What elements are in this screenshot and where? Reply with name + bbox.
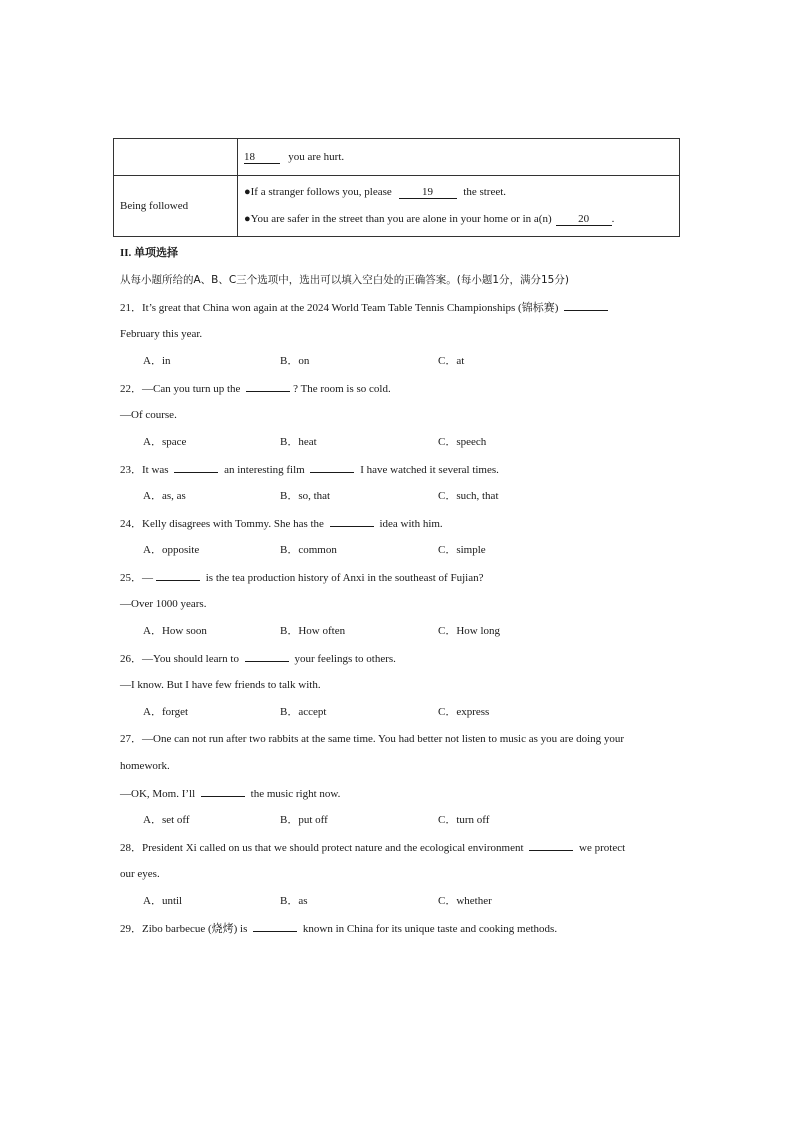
blank-20: 20 [556, 213, 612, 226]
answer-blank[interactable] [330, 516, 374, 527]
question-text: —OK, Mom. I’ll [120, 788, 198, 800]
question-text: we protect [576, 842, 626, 854]
option-b[interactable]: B．on [280, 355, 310, 367]
question-line [120, 651, 396, 666]
table-text: . [611, 213, 615, 225]
question-text: your feelings to others. [291, 653, 396, 665]
question-line [120, 786, 340, 801]
option-a[interactable]: A．in [143, 355, 171, 367]
question-text: —I know. But I have few friends to talk with. [120, 679, 321, 691]
question-text: 23．It was [120, 464, 172, 476]
option-b[interactable]: B．common [280, 544, 337, 556]
option-a[interactable]: A．forget [143, 706, 189, 718]
option-a[interactable]: A．space [143, 436, 187, 448]
option-c[interactable]: C．express [438, 706, 490, 718]
option-a[interactable]: A．as, as [143, 490, 186, 502]
question-text: —Over 1000 years. [120, 598, 207, 610]
blank-19: 19 [399, 186, 457, 199]
question-text: the music right now. [247, 788, 341, 800]
table-text: the street. [463, 186, 507, 198]
question-line [120, 327, 202, 341]
option-c[interactable]: C．How long [438, 625, 501, 637]
question-text: 28．President Xi called on us that we should protect nature and the ecological environment [120, 842, 527, 854]
answer-blank[interactable] [246, 381, 290, 392]
question-line [120, 921, 557, 936]
question-text: 21．It’s great that China won again at the 2024 World Team Table Tennis Championships (锦标赛) [120, 302, 562, 314]
table-row [114, 139, 680, 176]
answer-blank[interactable] [156, 570, 200, 581]
question-text: our eyes. [120, 868, 160, 880]
question-text: I have watched it several times. [357, 464, 499, 476]
question-line [120, 732, 624, 746]
question-line [120, 408, 177, 422]
table-cell-label: Being followed [114, 176, 238, 237]
option-b[interactable]: B．so, that [280, 490, 331, 502]
option-c[interactable]: C．whether [438, 895, 492, 907]
answer-blank[interactable] [310, 462, 354, 473]
question-text: 29．Zibo barbecue (烧烤) is [120, 923, 251, 935]
question-text: is the tea production history of Anxi in the southeast of Fujian? [203, 572, 484, 584]
section-title-cn: 单项选择 [134, 246, 179, 259]
question-text: homework. [120, 760, 170, 772]
table-text: ●You are safer in the street than you are alone in your home or in a(n) [244, 213, 552, 225]
option-b[interactable]: B．put off [280, 814, 328, 826]
question-text: known in China for its unique taste and cooking methods. [300, 923, 558, 935]
question-text: 22．—Can you turn up the [120, 383, 244, 395]
section-instruction: 从每小题所给的A、B、C三个选项中，选出可以填入空白处的正确答案。(每小题1分，满分15分) [120, 274, 569, 286]
question-line [120, 300, 611, 315]
option-c[interactable]: C．simple [438, 544, 486, 556]
option-a[interactable]: A．opposite [143, 544, 200, 556]
question-line [120, 678, 321, 692]
question-line [120, 840, 625, 855]
section-number: II. [120, 247, 135, 259]
table-cell-label [114, 139, 238, 176]
table-cell-content [238, 139, 680, 176]
answer-table [113, 138, 680, 237]
answer-blank[interactable] [245, 651, 289, 662]
answer-blank[interactable] [174, 462, 218, 473]
option-a[interactable]: A．until [143, 895, 183, 907]
table-cell-content [238, 176, 680, 237]
question-text: 25．— [120, 572, 153, 584]
question-text: idea with him. [376, 518, 443, 530]
question-line [120, 516, 443, 531]
answer-blank[interactable] [253, 921, 297, 932]
question-text: an interesting film [221, 464, 308, 476]
question-line [120, 867, 160, 881]
question-text: —Of course. [120, 409, 177, 421]
question-text: February this year. [120, 328, 203, 340]
option-c[interactable]: C．turn off [438, 814, 490, 826]
section-title [120, 246, 178, 260]
table-row [114, 176, 680, 237]
option-c[interactable]: C．speech [438, 436, 487, 448]
question-line [120, 381, 391, 396]
answer-blank[interactable] [564, 300, 608, 311]
option-b[interactable]: B．How often [280, 625, 346, 637]
option-c[interactable]: C．such, that [438, 490, 499, 502]
question-line [120, 462, 499, 477]
option-a[interactable]: A．How soon [143, 625, 207, 637]
question-line [120, 597, 206, 611]
option-c[interactable]: C．at [438, 355, 465, 367]
question-line [120, 759, 170, 773]
answer-blank[interactable] [201, 786, 245, 797]
question-line [120, 570, 483, 585]
option-b[interactable]: B．heat [280, 436, 317, 448]
blank-18: 18 [244, 151, 280, 164]
question-text: 24．Kelly disagrees with Tommy. She has the [120, 518, 327, 530]
option-a[interactable]: A．set off [143, 814, 190, 826]
question-text: 26．—You should learn to [120, 653, 242, 665]
question-text: ? The room is so cold. [293, 383, 391, 395]
option-b[interactable]: B．accept [280, 706, 327, 718]
question-text: 27．—One can not run after two rabbits at the same time. You had better not listen to music as you are doing your [120, 733, 625, 745]
table-text: you are hurt. [288, 150, 345, 163]
table-text: ●If a stranger follows you, please [244, 186, 392, 198]
answer-blank[interactable] [529, 840, 573, 851]
option-b[interactable]: B．as [280, 895, 308, 907]
